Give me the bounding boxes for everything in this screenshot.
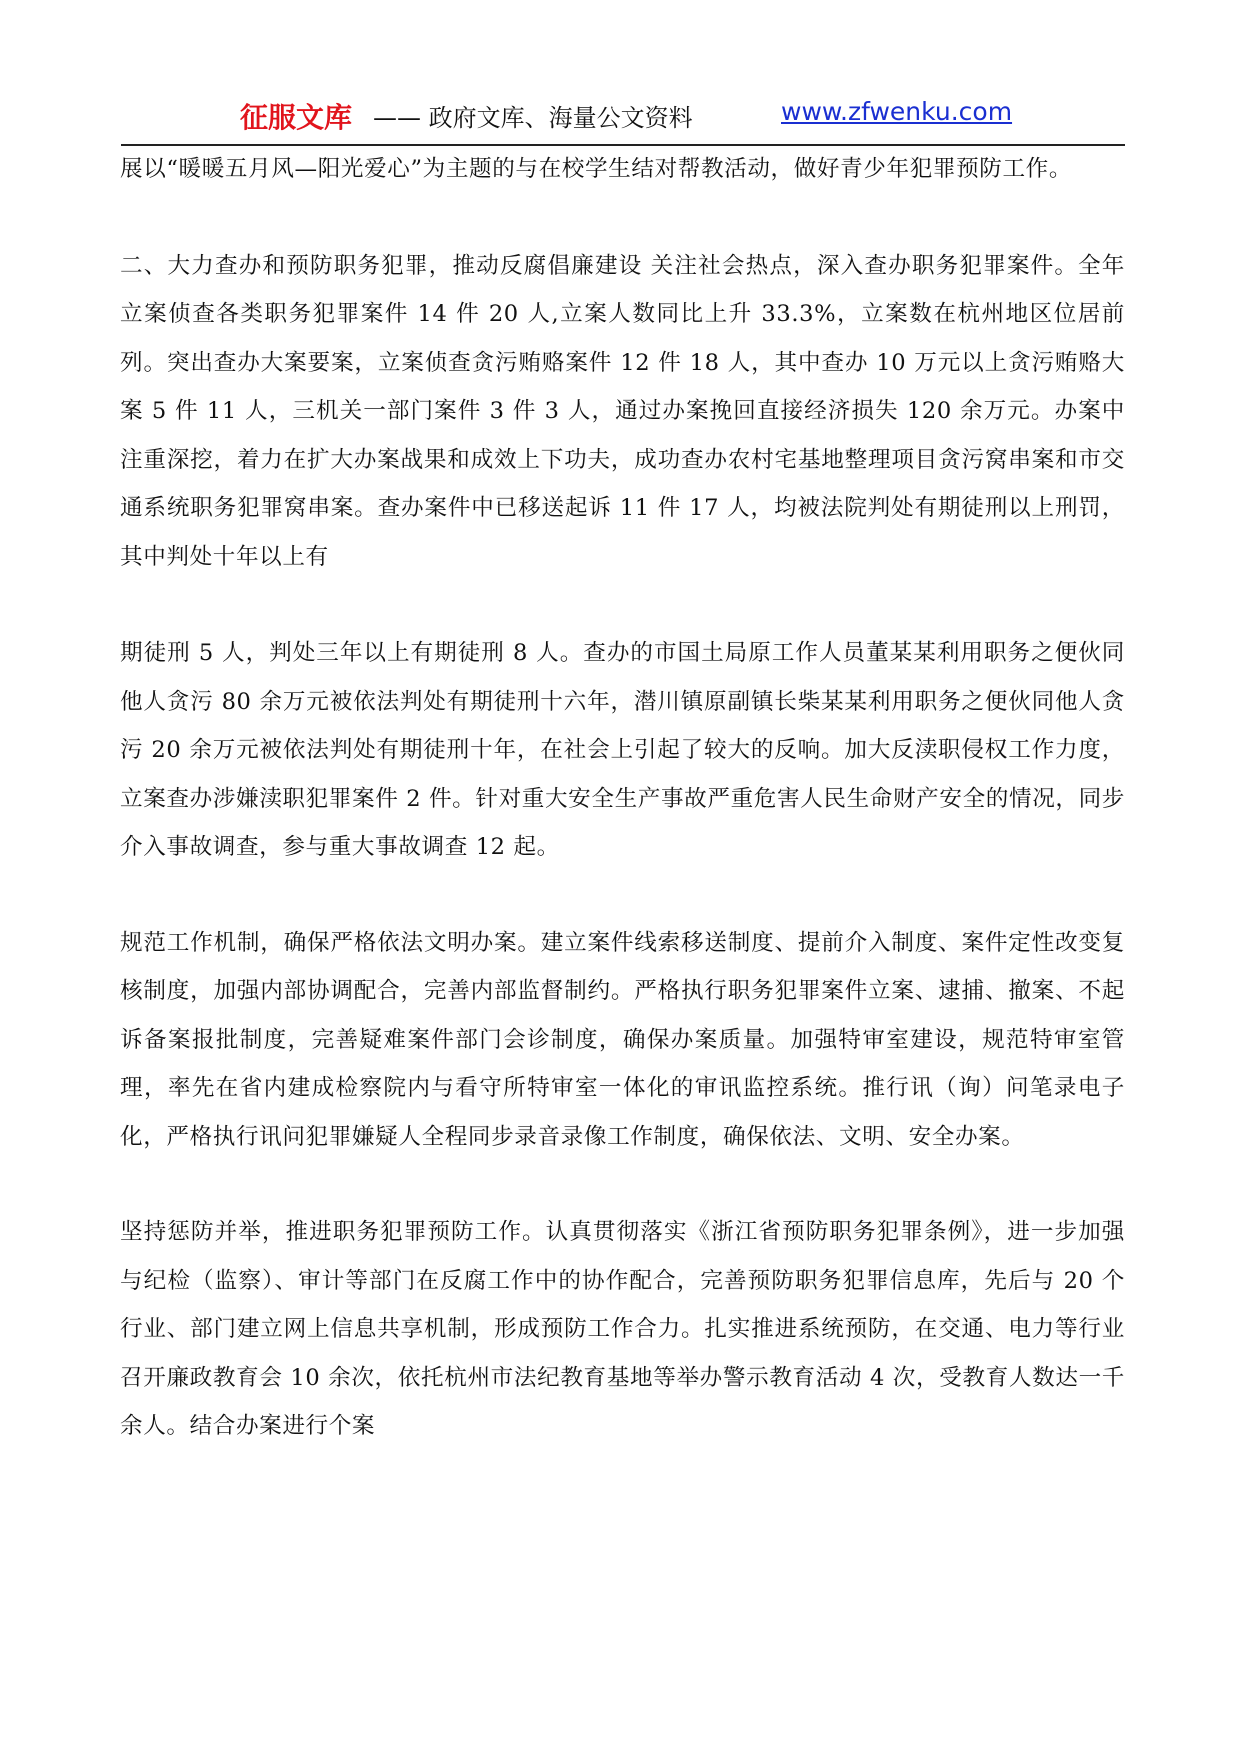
header-tagline: —— 政府文库、海量公文资料 [373,104,693,132]
paragraph-4: 规范工作机制，确保严格依法文明办案。建立案件线索移送制度、提前介入制度、案件定性改变复核制度，加强内部协调配合，完善内部监督制约。严格执行职务犯罪案件立案、逮捕、撤案、不起诉备案报批制度，完善疑难案件部门会诊制度，确保办案质量。加强特审室建设，规范特审室管理，率先在省内建成检察院内与看守所特审室一体化的审讯监控系统。推行讯（询）问笔录电子化，严格执行讯问犯罪嫌疑人全程同步录音录像工作制度，确保依法、文明、安全办案。 [120,929,1125,1150]
brand-logo-text: 征服文库 [240,101,353,134]
paragraph-5: 坚持惩防并举，推进职务犯罪预防工作。认真贯彻落实《浙江省预防职务犯罪条例》，进一步加强与纪检（监察）、审计等部门在反腐工作中的协作配合，完善预防职务犯罪信息库，先后与 20 个行业、部门建立网上信息共享机制，形成预防工作合力。扎实推进系统预防，在交通、电力等行业召开廉政教育会 10 余次，依托杭州市法纪教育基地等举办警示教育活动 4 次，受教育人数达一千余人。结合办案进行个案 [120,1219,1125,1439]
paragraph-1: 展以“暖暖五月风—阳光爱心”为主题的与在校学生结对帮教活动，做好青少年犯罪预防工作。 [120,156,1073,182]
document-body [120,145,1125,1451]
page-header [121,96,1125,142]
paragraph-3: 期徒刑 5 人，判处三年以上有期徒刑 8 人。查办的市国土局原工作人员董某某利用职务之便伙同他人贪污 80 余万元被依法判处有期徒刑十六年，潜川镇原副镇长柴某某利用职务之便伙同他人贪污 20 余万元被依法判处有期徒刑十年，在社会上引起了较大的反响。加大反渎职侵权工作力度，立案查办涉嫌渎职犯罪案件 2 件。针对重大安全生产事故严重危害人民生命财产安全的情况，同步介入事故调查，参与重大事故调查 12 起。 [120,640,1125,860]
paragraph-2: 二、大力查办和预防职务犯罪，推动反腐倡廉建设 关注社会热点，深入查办职务犯罪案件。全年立案侦查各类职务犯罪案件 14 件 20 人,立案人数同比上升 33.3%，立案数在杭州地区位居前列。突出查办大案要案，立案侦查贪污贿赂案件 12 件 18 人，其中查办 10 万元以上贪污贿赂大案 5 件 11 人，三机关一部门案件 3 件 3 人，通过办案挽回直接经济损失 120 余万元。办案中注重深挖，着力在扩大办案战果和成效上下功夫，成功查办农村宅基地整理项目贪污窝串案和市交通系统职务犯罪窝串案。查办案件中已移送起诉 11 件 17 人，均被法院判处有期徒刑以上刑罚，其中判处十年以上有 [120,252,1125,570]
site-url-link[interactable]: www.zfwenku.com [781,97,1013,126]
